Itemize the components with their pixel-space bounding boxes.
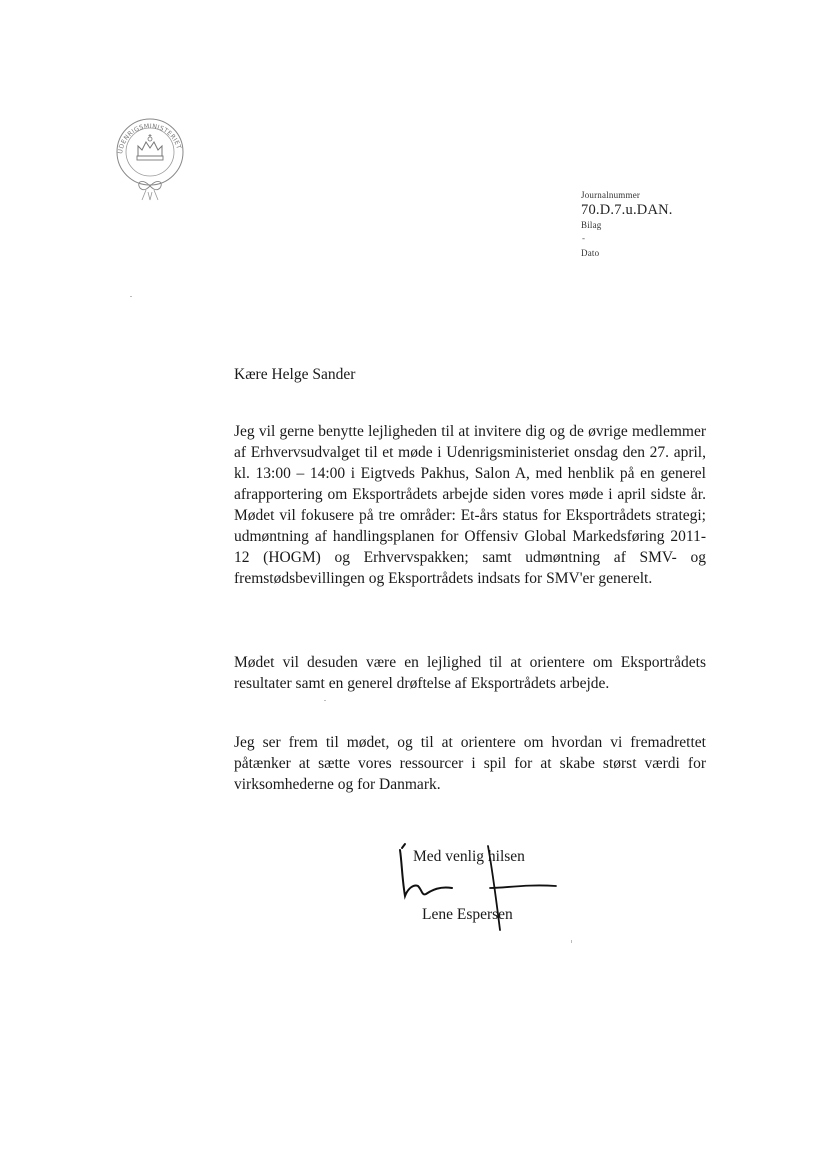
scan-speck [571, 940, 572, 943]
body-paragraph-3: Jeg ser frem til mødet, og til at orientere om hvordan vi fremadrettet påtænker at sætte vores ressourcer i spil for at skabe størst værdi for virksomhederne og for Danmark. [234, 734, 706, 793]
journal-label: Journalnummer [581, 190, 641, 200]
attachment-value: - [582, 233, 585, 243]
body-paragraph-2: Mødet vil desuden være en lejlighed til at orientere om Eksportrådets resultater samt en generel drøftelse af Eksportrådets arbejde. [234, 654, 706, 692]
handwritten-signature [396, 838, 566, 938]
ministry-crest-seal [108, 112, 192, 204]
body-paragraph-1: Jeg vil gerne benytte lejligheden til at invitere dig og de øvrige medlemmer af Erhvervsudvalget til et møde i Udenrigsministeriet onsdag den 27. april, kl. 13:00 – 14:00 i Eigtveds Pakhus, Salon A, med henblik på en generel afrapportering om Eksportrådets arbejde siden vores møde i april sidste år. Mødet vil fokusere på tre områder: Et-års status for Eksportrådets strategi; udmøntning af handlingsplanen for Offensiv Global Markedsføring 2011-12 (HOGM) og Erhvervspakken; samt udmøntning af SMV- og fremstødsbevillingen og Eksportrådets indsats for SMV'er generelt. [234, 423, 706, 587]
salutation: Kære Helge Sander [234, 366, 356, 383]
attachment-label: Bilag [581, 220, 602, 230]
date-label: Dato [581, 248, 600, 258]
closing-phrase: Med venlig hilsen [413, 848, 525, 865]
journal-number: 70.D.7.u.DAN. [581, 202, 673, 218]
svg-text:UDENRIGSMINISTERIET: UDENRIGSMINISTERIET [117, 122, 183, 155]
reference-block [581, 190, 781, 259]
scan-speck [324, 700, 326, 701]
signer-name: Lene Espersen [422, 906, 513, 923]
scan-speck [130, 296, 132, 297]
